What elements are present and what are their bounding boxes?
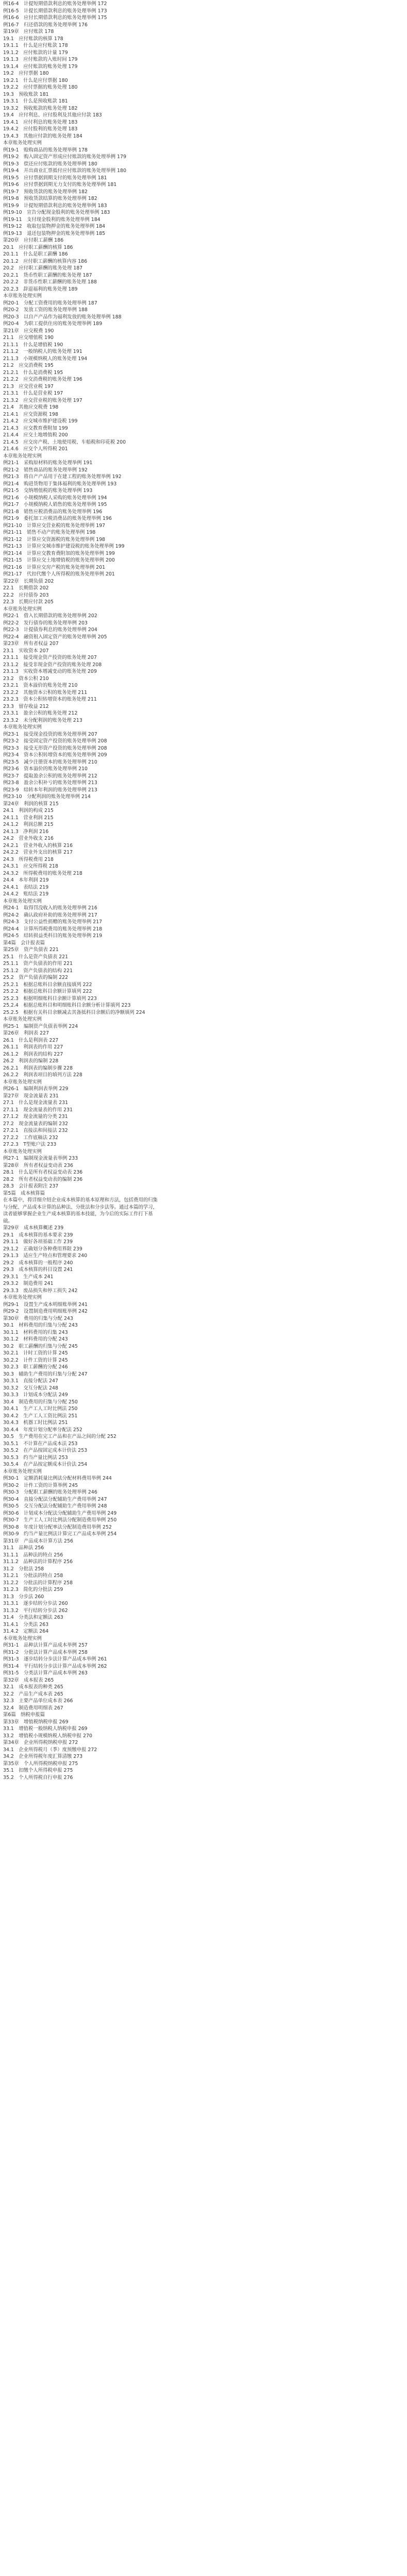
toc-entry: 第25章 资产负债表 221 — [3, 947, 59, 953]
toc-entry: 19.1.1 什么是应付账款 178 — [3, 43, 68, 48]
toc-entry: 例21-16 计算应交房产税的账务处理举例 201 — [3, 564, 106, 570]
toc-entry: 35.2 个人所得税自行申报 276 — [3, 1774, 73, 1781]
toc-entry: 25.2.4 根据总账科目和明细账科目余额分析计算填列 223 — [3, 1003, 131, 1008]
toc-entry: 19.4.3 其他应付款的账务处理 184 — [3, 133, 82, 139]
toc-entry: 例19-12 收取包装物押金的账务处理举例 184 — [3, 224, 106, 229]
toc-entry: 34.1 企业所得税月（季）度预缴申报 272 — [3, 1747, 97, 1753]
toc-entry: 例23-1 接受现金投资的账务处理举例 207 — [3, 731, 97, 737]
toc-entry: 21.3 应交营业税 197 — [3, 383, 54, 389]
toc-entry: 30.5.1 不计算在产品成本法 253 — [3, 1440, 78, 1447]
toc-entry: 26.1.1 利润表的作用 227 — [3, 1044, 63, 1050]
toc-entry: 24.2.2 营业外支出的核算 217 — [3, 850, 73, 855]
toc-entry: 31.4 分类法和定额法 263 — [3, 1615, 63, 1620]
toc-entry: 21.1.3 小规模纳税人的账务处理 194 — [3, 355, 88, 362]
toc-entry: 第19章 应付账款 178 — [3, 29, 54, 35]
toc-entry: 例23-9 结转本年利润的账务处理举例 213 — [3, 787, 97, 793]
toc-entry: 例21-4 购进货物用于集体福利的账务处理举例 193 — [3, 481, 117, 487]
toc-entry: 例31-2 分批法计算产品成本举例 258 — [3, 1649, 88, 1655]
toc-entry: 28.3 会计报表附注 237 — [3, 1183, 59, 1189]
toc-entry: 例21-10 计算应交营业税的账务处理举例 197 — [3, 522, 106, 529]
toc-entry: 本章账务处理实例 — [3, 1635, 42, 1641]
toc-entry: 例30-7 生产工人工时比例法分配制造费用举例 250 — [3, 1517, 117, 1523]
toc-entry: 20.1.1 什么是职工薪酬 186 — [3, 251, 68, 257]
toc-entry: 30.5 生产费用在完工产品和在产品之间的分配 252 — [3, 1434, 116, 1439]
toc-entry: 20.2 应付职工薪酬的账务处理 187 — [3, 265, 83, 271]
toc-entry: 例19-10 宣告分配现金股利的账务处理举例 183 — [3, 210, 110, 215]
toc-entry: 30.1.1 材料费用的归集 243 — [3, 1329, 68, 1335]
toc-entry: 本章账务处理实例 — [3, 1079, 42, 1085]
toc-entry: 25.2.2 根据总账科目余额计算填列 222 — [3, 989, 92, 994]
toc-entry: 25.2.5 根据有关科目余额减去其备抵科目余额后的净额填列 224 — [3, 1009, 145, 1015]
toc-entry: 例16-6 应付长期借款利息的账务处理举例 175 — [3, 15, 107, 21]
toc-entry: 31.4.1 分类法 263 — [3, 1621, 49, 1628]
toc-entry: 21.1.1 什么是增值税 190 — [3, 342, 63, 348]
toc-entry: 24.3.2 所得税费用的账务处理 218 — [3, 870, 82, 876]
toc-entry: 31.3.1 逐步结转分步法 260 — [3, 1601, 68, 1606]
toc-entry: 第31章 产品成本计算方法 256 — [3, 1538, 73, 1544]
toc-entry: 32.2 产品生产成本表 265 — [3, 1691, 63, 1697]
toc-entry: 24.1.3 净利润 216 — [3, 828, 49, 835]
toc-entry: 21.2.2 应交消费税的账务处理 196 — [3, 377, 82, 382]
toc-entry: 31.1 品种法 256 — [3, 1545, 44, 1551]
toc-entry: 20.2.3 辞退福利的账务处理 189 — [3, 286, 78, 292]
toc-entry: 例21-17 代扣代缴个人所得税的账务处理举例 201 — [3, 571, 115, 577]
toc-entry: 32.1 成本报表的种类 265 — [3, 1684, 63, 1690]
toc-entry: 例20-2 发放工资的账务处理举例 188 — [3, 307, 88, 313]
toc-entry: 23.3.1 盈余公积的账务处理 212 — [3, 710, 78, 716]
toc-entry: 本章账务处理实例 — [3, 1016, 42, 1022]
toc-entry: 例19-8 预收货款结算的账务处理举例 182 — [3, 196, 97, 201]
toc-entry: 例19-7 预收货款的账务处理举例 182 — [3, 189, 88, 195]
toc-entry: 31.2.1 分批法的特点 258 — [3, 1573, 63, 1579]
toc-entry: 例21-11 销售不动产的账务处理举例 198 — [3, 530, 96, 535]
toc-entry: 例30-5 交互分配法分配辅助生产费用举例 248 — [3, 1503, 107, 1509]
toc-entry: 23.1.2 接受非现金资产投资的账务处理 208 — [3, 662, 102, 668]
toc-entry: 例21-14 计算应交教育费附加的账务处理举例 199 — [3, 550, 115, 556]
toc-entry: 27.1 什么是现金流量表 231 — [3, 1100, 69, 1106]
toc-entry: 19.2.2 应付票据的账务处理 180 — [3, 84, 78, 90]
toc-entry: 30.2.2 计件工资的计算 245 — [3, 1357, 68, 1363]
toc-entry: 19.3.2 预收账款的账务处理 182 — [3, 105, 78, 111]
toc-entry: 22.3 长期应付款 205 — [3, 599, 54, 605]
toc-entry: 例26-1 编制利润表举例 229 — [3, 1086, 69, 1092]
toc-entry: 例24-4 计算所得税费用的账务处理举例 218 — [3, 926, 103, 932]
toc-entry: 在本篇中，将详细介绍企业成本核算的基本原理和方法，包括费用的归集与分配、产品成本计算的品种法、分批法和分步法等。通过本篇的学习，读者能够掌握企业生产成本核算的基本技能，为今后的实际工作打下基础。 — [3, 1197, 158, 1224]
toc-entry: 19.4 应付利息、应付股利及其他应付款 183 — [3, 112, 102, 118]
toc-entry: 30.1 材料费用的归集与分配 243 — [3, 1323, 78, 1328]
toc-entry: 20.2.1 货币性职工薪酬的账务处理 187 — [3, 272, 92, 278]
toc-entry: 20.2.2 非货币性职工薪酬的账务处理 188 — [3, 279, 97, 285]
toc-entry: 21.4.6 应交个人所得税 201 — [3, 446, 68, 452]
toc-entry: 31.2.3 简化的分批法 259 — [3, 1587, 63, 1592]
toc-entry: 例31-4 平行结转分步法计算产品成本举例 262 — [3, 1663, 107, 1669]
toc-entry: 25.2.3 根据明细账科目余额计算填列 223 — [3, 995, 97, 1002]
toc-entry: 本章账务处理实例 — [3, 1468, 42, 1475]
toc-entry: 28.1 什么是所有者权益变动表 236 — [3, 1170, 83, 1175]
toc-entry: 21.3.1 什么是营业税 197 — [3, 391, 63, 396]
toc-entry: 本章账务处理实例 — [3, 724, 42, 730]
toc-entry: 24.4 本年利润 219 — [3, 877, 49, 883]
toc-entry: 例19-2 购入固定资产形成应付账款的账务处理举例 179 — [3, 154, 127, 160]
toc-entry: 例21-7 小规模纳税人销售的账务处理举例 195 — [3, 502, 107, 507]
toc-entry: 例21-3 将自产产品用于在建工程的账务处理举例 192 — [3, 474, 122, 480]
toc-entry: 例30-3 分配职工薪酬的账务处理举例 246 — [3, 1489, 97, 1495]
toc-entry: 例21-13 计算应交城市维护建设税的账务处理举例 199 — [3, 544, 125, 549]
toc-entry: 30.2.3 职工薪酬的分配 246 — [3, 1364, 68, 1370]
toc-entry: 31.1.2 品种法的计算程序 256 — [3, 1559, 73, 1565]
toc-entry: 24.4.1 表结法 219 — [3, 884, 49, 890]
toc-entry: 26.1 什么是利润表 227 — [3, 1037, 59, 1043]
toc-entry: 第5篇 成本核算篇 — [3, 1190, 45, 1196]
toc-entry: 24.1 利润的构成 215 — [3, 808, 54, 814]
toc-entry: 例19-9 计提短期借款利息的账务处理举例 183 — [3, 202, 107, 209]
toc-entry: 本章账务处理实例 — [3, 606, 42, 612]
toc-entry: 31.2 分批法 258 — [3, 1566, 44, 1572]
toc-entry: 28.2 所有者权益变动表的编制 236 — [3, 1176, 83, 1182]
toc-entry: 例19-1 赊购商品的账务处理举例 178 — [3, 147, 88, 153]
toc-entry: 21.2.1 什么是消费税 195 — [3, 369, 63, 376]
toc-entry: 21.4.1 应交资源税 198 — [3, 411, 58, 417]
toc-entry: 30.5.2 在产品按固定成本计价法 253 — [3, 1448, 88, 1453]
toc-entry: 26.2.2 利润表项目的填列方法 228 — [3, 1072, 82, 1078]
toc-entry: 30.3.3 计划成本分配法 249 — [3, 1392, 68, 1398]
toc-entry: 19.3 预收账款 181 — [3, 91, 49, 97]
toc-entry: 23.2.1 资本溢价的账务处理 210 — [3, 683, 78, 688]
toc-entry: 30.3.1 直接分配法 247 — [3, 1378, 58, 1384]
toc-entry: 29.1.1 做好各项基础工作 239 — [3, 1239, 73, 1245]
toc-entry: 33.1 增值税一般纳税人纳税申报 269 — [3, 1726, 88, 1732]
toc-entry: 24.1.1 营业利润 215 — [3, 815, 54, 821]
toc-entry: 25.2 资产负债表的编制 222 — [3, 975, 69, 980]
toc-entry: 21.3.2 应交营业税的账务处理 197 — [3, 397, 82, 403]
toc-entry: 30.3.2 交互分配法 248 — [3, 1385, 58, 1391]
toc-entry: 例22-1 借入长期借款的账务处理举例 202 — [3, 613, 97, 619]
toc-entry: 27.2.1 直接法和间接法 232 — [3, 1128, 68, 1133]
toc-entry: 22.1 长期借款 202 — [3, 585, 49, 591]
toc-entry: 23.2.2 其他资本公积的账务处理 211 — [3, 689, 88, 696]
toc-entry: 30.4.2 生产工人工资比例法 251 — [3, 1413, 78, 1419]
toc-entry: 23.1.3 实收资本增减变动的账务处理 209 — [3, 669, 97, 674]
toc-entry: 例30-4 直接分配法分配辅助生产费用举例 247 — [3, 1496, 107, 1502]
toc-entry: 第26章 利润表 227 — [3, 1030, 49, 1036]
toc-entry: 例23-5 减少注册资本的账务处理举例 210 — [3, 759, 97, 765]
toc-entry: 32.3 主要产品单位成本表 266 — [3, 1698, 73, 1704]
toc-entry: 34.2 企业所得税年度汇算清缴 273 — [3, 1754, 83, 1759]
toc-entry: 31.2.2 分批法的计算程序 258 — [3, 1580, 73, 1586]
toc-entry: 25.1.1 资产负债表的作用 221 — [3, 961, 73, 967]
toc-entry: 27.2.2 工作底稿法 232 — [3, 1134, 58, 1141]
toc-entry: 24.1.2 利润总额 215 — [3, 822, 54, 827]
toc-entry: 24.4.2 账结法 219 — [3, 891, 49, 897]
toc-entry: 例22-2 发行债券的账务处理举例 203 — [3, 620, 88, 626]
toc-entry: 第21章 应交税费 190 — [3, 328, 54, 334]
toc-entry: 例30-9 约当产量比例法计算完工产品成本举例 254 — [3, 1531, 117, 1537]
toc-entry: 26.1.2 利润表的结构 227 — [3, 1051, 63, 1057]
toc-entry: 例19-13 退还包装物押金的账务处理举例 185 — [3, 230, 106, 236]
toc-entry: 19.4.1 应付利息的账务处理 183 — [3, 119, 78, 125]
toc-entry: 例23-10 分配利润的账务处理举例 214 — [3, 794, 91, 800]
toc-entry: 20.1 应付职工薪酬的核算 186 — [3, 244, 73, 250]
toc-entry: 30.4.3 机器工时比例法 251 — [3, 1420, 68, 1426]
toc-entry: 例27-1 编制现金流量表举例 233 — [3, 1156, 78, 1161]
toc-entry: 31.4.2 定额法 264 — [3, 1629, 49, 1634]
toc-entry: 例19-6 应付票据到期无力支付的账务处理举例 181 — [3, 182, 117, 188]
toc-entry: 第4篇 会计报表篇 — [3, 940, 45, 946]
toc-entry: 例23-7 提取盈余公积的账务处理举例 212 — [3, 773, 97, 779]
toc-entry: 例22-4 融资租入固定资产的账务处理举例 205 — [3, 634, 107, 640]
toc-entry: 21.4.5 应交房产税、土地使用税、车船税和印花税 200 — [3, 439, 126, 445]
toc-entry: 35.1 扣缴个人所得税申报 275 — [3, 1768, 73, 1773]
toc-entry: 30.2.1 计时工资的计算 245 — [3, 1350, 68, 1356]
toc-entry: 第23章 所有者权益 207 — [3, 641, 59, 647]
toc-entry: 例19-5 应付票据到期支付的账务处理举例 181 — [3, 175, 107, 181]
toc-entry: 例19-11 支付现金股利的账务处理举例 184 — [3, 216, 100, 223]
toc-entry: 例24-2 确认政府补助的账务处理举例 217 — [3, 912, 97, 918]
toc-entry: 本章账务处理实例 — [3, 1295, 42, 1300]
toc-entry: 例24-5 结转损益类科目的账务处理举例 219 — [3, 933, 103, 939]
toc-entry: 第32章 成本报表 265 — [3, 1677, 54, 1683]
toc-entry: 第28章 所有者权益变动表 236 — [3, 1162, 73, 1168]
toc-entry: 第34章 企业所得税纳税申报 272 — [3, 1740, 78, 1745]
toc-entry: 例21-5 交纳增值税的账务处理举例 193 — [3, 488, 93, 494]
toc-entry: 23.2 资本公积 210 — [3, 675, 49, 682]
toc-entry: 例16-4 计提短期借款利息的账务处理举例 172 — [3, 1, 107, 7]
toc-entry: 例16-5 计提长期借款利息的账务处理举例 173 — [3, 8, 107, 14]
toc-entry: 30.4.4 年度计划分配率分配法 252 — [3, 1427, 82, 1433]
toc-entry: 例29-2 设置制造费用明细账举例 242 — [3, 1309, 88, 1314]
toc-entry: 26.2 利润表的编制 228 — [3, 1058, 59, 1064]
toc-entry: 例31-3 逐步结转分步法计算产品成本举例 261 — [3, 1656, 107, 1662]
toc-entry: 例30-6 计划成本分配法分配辅助生产费用举例 249 — [3, 1510, 117, 1516]
toc-entry: 27.2.3 T型账户法 233 — [3, 1142, 57, 1147]
toc-entry: 26.2.1 利润表的编制步骤 228 — [3, 1065, 73, 1071]
toc-entry: 24.2 营业外收支 216 — [3, 836, 54, 841]
toc-entry: 第20章 应付职工薪酬 186 — [3, 238, 64, 243]
toc-entry: 25.1.2 资产负债表的结构 221 — [3, 968, 73, 974]
toc-entry: 第35章 个人所得税纳税申报 275 — [3, 1760, 78, 1767]
toc-entry: 本章账务处理实例 — [3, 293, 42, 299]
toc-entry: 19.1.3 应付账款的入账时间 179 — [3, 57, 78, 62]
toc-entry: 22.2 应付债券 203 — [3, 592, 49, 598]
toc-entry: 30.3 辅助生产费用的归集与分配 247 — [3, 1371, 88, 1377]
toc-entry: 例30-2 计件工资的计算举例 245 — [3, 1482, 78, 1488]
toc-entry: 32.4 制造费用明细表 267 — [3, 1705, 63, 1711]
toc-entry: 31.1.1 品种法的特点 256 — [3, 1552, 63, 1558]
toc-entry: 例21-6 小规模纳税人采购的账务处理举例 194 — [3, 495, 107, 501]
toc-entry: 21.2 应交消费税 195 — [3, 363, 54, 368]
toc-entry: 19.1.4 应付账款的账务处理 179 — [3, 63, 78, 70]
toc-entry: 例21-2 销售商品的账务处理举例 192 — [3, 467, 88, 473]
toc-entry: 23.1.1 接受现金资产投资的账务处理 207 — [3, 655, 97, 660]
toc-entry: 29.3 成本核算的科目设置 241 — [3, 1267, 73, 1273]
toc-entry: 19.4.2 应付股利的账务处理 183 — [3, 126, 78, 132]
toc-entry: 21.4 其他应交税费 198 — [3, 404, 59, 410]
toc-entry: 19.3.1 什么是预收账款 181 — [3, 98, 68, 104]
toc-entry: 例30-8 年度计划分配率法分配制造费用举例 252 — [3, 1524, 112, 1530]
toc-entry: 例21-1 采购原材料的账务处理举例 191 — [3, 460, 93, 466]
toc-entry: 例19-4 开出商业汇票抵付应付账款的账务处理举例 180 — [3, 168, 127, 174]
toc-entry: 19.2.1 什么是应付票据 180 — [3, 77, 68, 83]
toc-entry: 19.1.2 应付账款的计量 179 — [3, 49, 68, 56]
toc-entry: 33.2 增值税小规模纳税人纳税申报 270 — [3, 1733, 92, 1739]
toc-entry: 例29-1 设置生产成本明细账举例 241 — [3, 1301, 88, 1308]
toc-entry: 31.3 分步法 260 — [3, 1594, 44, 1600]
toc-entry: 21.4.4 应交土地增值税 200 — [3, 432, 68, 438]
toc-entry: 19.2 应付票据 180 — [3, 71, 49, 76]
toc-entry: 本章账务处理实例 — [3, 140, 42, 146]
toc-entry: 25.2.1 根据总账科目余额直接填列 222 — [3, 981, 92, 988]
toc-entry: 30.4 制造费用的归集与分配 250 — [3, 1399, 78, 1405]
toc-entry: 27.1.2 现金流量的分类 231 — [3, 1114, 68, 1120]
toc-entry: 第6篇 纳税申报篇 — [3, 1712, 45, 1718]
toc-entry: 21.1 应交增值税 190 — [3, 335, 54, 341]
toc-entry: 30.2 职工薪酬的归集与分配 245 — [3, 1343, 78, 1349]
toc-entry: 例21-12 计算应交资源税的账务处理举例 198 — [3, 536, 106, 543]
toc-entry: 30.1.2 材料费用的分配 243 — [3, 1336, 68, 1342]
toc-entry: 24.3 所得税费用 218 — [3, 856, 54, 862]
toc-entry: 29.2 成本核算的一般程序 240 — [3, 1260, 73, 1266]
toc-entry: 例20-1 分配工资费用的账务处理举例 187 — [3, 300, 97, 306]
toc-entry: 例23-8 盈余公积补亏的账务处理举例 213 — [3, 780, 97, 786]
toc-entry: 27.2 现金流量表的编制 232 — [3, 1121, 69, 1127]
toc-entry: 21.4.2 应交城市维护建设税 199 — [3, 418, 78, 424]
toc-entry: 例25-1 编制资产负债表举例 224 — [3, 1023, 78, 1029]
toc-entry: 30.5.3 约当产量比例法 253 — [3, 1454, 68, 1461]
toc-entry: 29.1 成本核算的基本要求 239 — [3, 1232, 73, 1238]
toc-entry: 本章账务处理实例 — [3, 898, 42, 904]
toc-entry: 例19-3 偿还应付账款的账务处理举例 180 — [3, 161, 97, 167]
toc-entry: 例24-3 支付公益性捐赠的账务处理举例 217 — [3, 919, 103, 925]
toc-entry: 29.3.1 生产成本 241 — [3, 1274, 54, 1280]
toc-entry: 23.3.2 未分配利润的账务处理 213 — [3, 717, 82, 723]
toc-entry: 21.4.3 应交教育费附加 199 — [3, 425, 68, 431]
toc-entry: 例20-4 为职工提供住房的账务处理举例 189 — [3, 321, 103, 327]
toc-entry: 第24章 利润的核算 215 — [3, 801, 59, 807]
toc-entry: 30.4.1 生产工人工时比例法 250 — [3, 1406, 78, 1412]
toc-entry: 27.1.1 现金流量表的作用 231 — [3, 1107, 73, 1113]
toc-entry: 例23-3 接受无形资产投资的账务处理举例 208 — [3, 745, 107, 751]
toc-entry: 例23-2 接受固定资产投资的账务处理举例 208 — [3, 738, 107, 744]
toc-entry: 第33章 增值税纳税申报 269 — [3, 1719, 69, 1725]
toc-entry: 24.2.1 营业外收入的核算 216 — [3, 842, 73, 849]
toc-entry: 例31-5 分类法计算产品成本举例 263 — [3, 1670, 88, 1676]
toc-entry: 20.1.2 应付职工薪酬的核算内容 186 — [3, 258, 88, 264]
toc-entry: 24.3.1 应交所得税 218 — [3, 863, 58, 869]
toc-entry: 例23-4 资本公积转增资本的账务处理举例 209 — [3, 752, 107, 758]
toc-entry: 29.3.2 制造费用 241 — [3, 1281, 54, 1286]
toc-entry: 31.3.2 平行结转分步法 262 — [3, 1607, 68, 1614]
toc-entry: 29.3.3 废品损失和停工损失 242 — [3, 1287, 78, 1294]
toc-entry: 第22章 长期负债 202 — [3, 578, 54, 584]
toc-entry: 例21-9 委托加工应税消费品的账务处理举例 196 — [3, 516, 112, 521]
toc-entry: 例31-1 品种法计算产品成本举例 257 — [3, 1642, 88, 1648]
toc-entry: 21.1.2 一般纳税人的账务处理 191 — [3, 349, 82, 354]
toc-entry: 第30章 费用的归集与分配 243 — [3, 1315, 73, 1321]
toc-entry: 25.1 什么是资产负债表 221 — [3, 954, 69, 960]
toc-entry: 第29章 成本核算概述 239 — [3, 1225, 64, 1231]
toc-entry: 29.1.2 正确划分各种费用界限 239 — [3, 1246, 82, 1252]
toc-entry: 23.3 留存收益 212 — [3, 703, 49, 709]
toc-entry: 例23-6 资本溢价的账务处理举例 210 — [3, 766, 88, 772]
toc-entry: 例22-3 计提债券利息的账务处理举例 204 — [3, 627, 97, 633]
toc-entry: 30.5.4 在产品按定额成本计价法 254 — [3, 1462, 88, 1467]
toc-entry: 本章账务处理实例 — [3, 1148, 42, 1155]
toc-entry: 第27章 现金流量表 231 — [3, 1093, 59, 1099]
toc-entry: 例24-1 取得罚没收入的账务处理举例 216 — [3, 905, 97, 911]
toc-entry: 23.1 实收资本 207 — [3, 648, 49, 654]
toc-entry: 例30-1 定额消耗量比例法分配材料费用举例 244 — [3, 1476, 112, 1481]
toc-entry: 29.1.3 适应生产特点和管理要求 240 — [3, 1253, 88, 1259]
toc-entry: 本章账务处理实例 — [3, 453, 42, 459]
toc-entry: 例21-8 销售应税消费品的账务处理举例 196 — [3, 509, 103, 515]
toc-entry: 例16-7 归还借款的账务处理举例 176 — [3, 22, 88, 28]
toc-entry: 23.2.3 资本公积转增资本的账务处理 211 — [3, 697, 97, 702]
toc-entry: 19.1 应付账款的核算 178 — [3, 36, 63, 42]
toc-entry: 例21-15 计算应交土地增值税的账务处理举例 200 — [3, 557, 115, 563]
toc-entry: 例20-3 以自产产品作为福利发放的账务处理举例 188 — [3, 314, 122, 320]
